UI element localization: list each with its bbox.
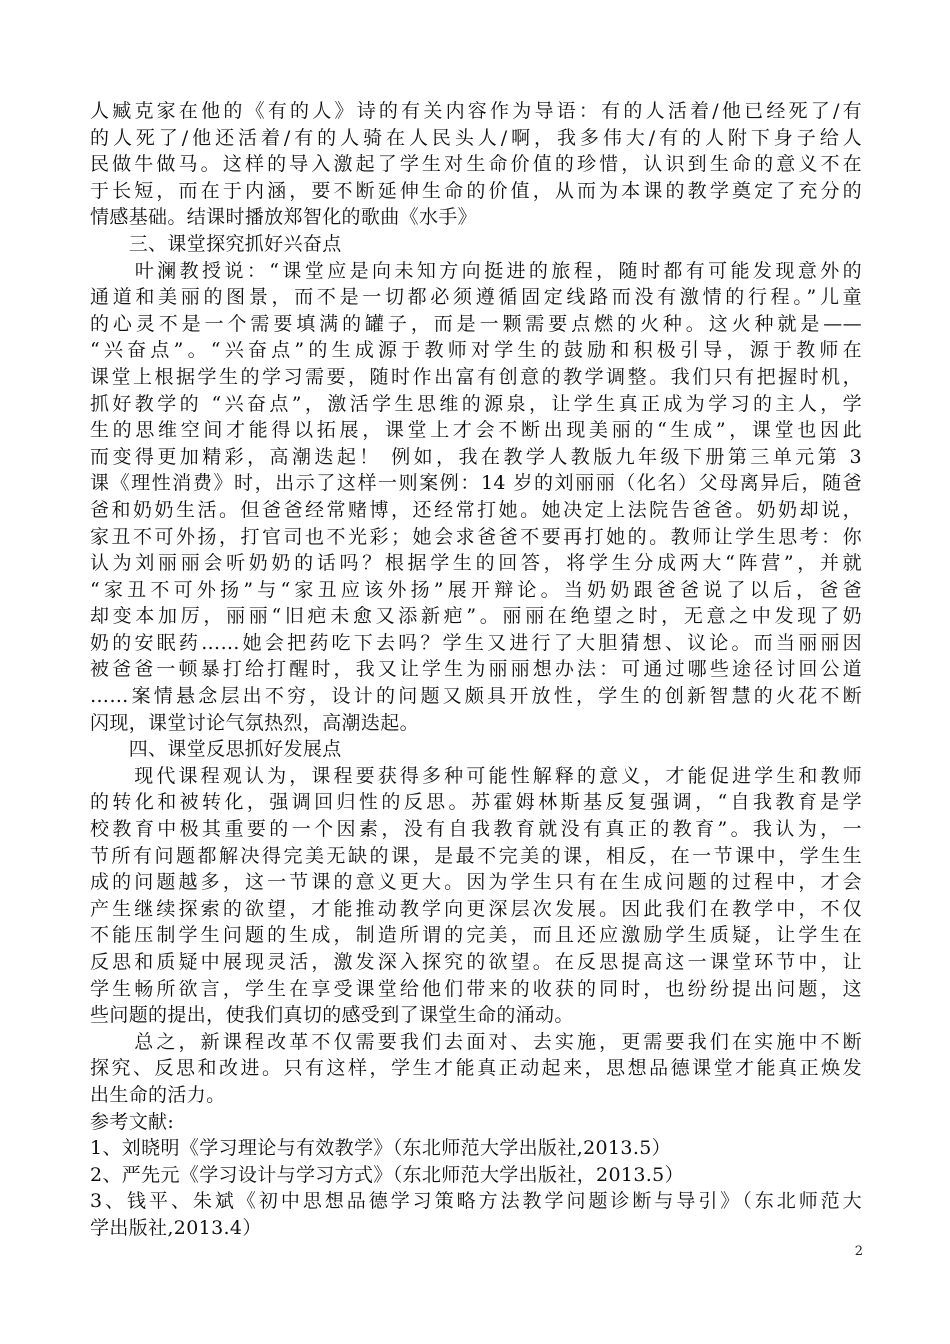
text-line: 出生命的活力。 bbox=[90, 1083, 226, 1106]
text-line: 学出版社,2013.4） bbox=[90, 1216, 262, 1239]
text-line: 成的问题越多，这一节课的意义更大。因为学生只有在生成问题的过程中，才会 bbox=[90, 871, 862, 894]
text-line: ……案情悬念层出不穷，设计的问题又颇具开放性，学生的创新智慧的火花不断 bbox=[90, 685, 862, 708]
text-line: 通道和美丽的图景，而不是一切都必须遵循固定线路而没有激情的行程。”儿童 bbox=[90, 286, 862, 309]
text-line: 2、严先元《学习设计与学习方式》（东北师范大学出版社，2013.5） bbox=[90, 1163, 684, 1186]
text-line: “兴奋点”。“兴奋点”的生成源于教师对学生的鼓励和积极引导，源于教师在 bbox=[90, 339, 862, 362]
text-line: 节所有问题都解决得完美无缺的课，是最不完美的课，相反，在一节课中，学生生 bbox=[90, 844, 862, 867]
text-line: 而变得更加精彩，高潮迭起！ 例如，我在教学人教版九年级下册第三单元第 3 bbox=[90, 445, 862, 468]
text-line: 爸和奶奶生活。但爸爸经常赌博，还经常打她。她决定上法院告爸爸。奶奶却说， bbox=[90, 498, 862, 521]
text-line: 课《理性消费》时，出示了这样一则案例：14 岁的刘丽丽（化名）父母离异后，随爸 bbox=[90, 472, 862, 495]
text-line: 奶的安眠药……她会把药吃下去吗？学生又进行了大胆猜想、议论。而当丽丽因 bbox=[90, 631, 862, 654]
text-line: 四、课堂反思抓好发展点 bbox=[90, 738, 342, 761]
text-line: 探究、反思和改进。只有这样，学生才能真正动起来，思想品德课堂才能真正焕发 bbox=[90, 1057, 862, 1080]
text-line: 学生畅所欲言，学生在享受课堂给他们带来的收获的同时，也纷纷提出问题，这 bbox=[90, 977, 862, 1000]
text-line: 校教育中极其重要的一个因素，没有自我教育就没有真正的教育”。我认为，一 bbox=[90, 818, 862, 841]
text-line: 总之，新课程改革不仅需要我们去面对、去实施，更需要我们在实施中不断 bbox=[90, 1030, 862, 1053]
text-line: “家丑不可外扬”与“家丑应该外扬”展开辩论。当奶奶跟爸爸说了以后，爸爸 bbox=[90, 578, 862, 601]
text-line: 情感基础。结课时播放郑智化的歌曲《水手》 bbox=[90, 206, 478, 229]
text-line: 人臧克家在他的《有的人》诗的有关内容作为导语：有的人活着/他已经死了/有 bbox=[90, 100, 862, 122]
text-line: 产生继续探索的欲望，才能推动教学向更深层次发展。因此我们在教学中，不仅 bbox=[90, 897, 862, 920]
text-line: 民做牛做马。这样的导入激起了学生对生命价值的珍惜，认识到生命的意义不在 bbox=[90, 153, 862, 176]
text-line: 的转化和被转化，强调回归性的反思。苏霍姆林斯基反复强调，“自我教育是学 bbox=[90, 791, 862, 814]
text-line: 被爸爸一顿暴打给打醒时，我又让学生为丽丽想办法：可通过哪些途径讨回公道 bbox=[90, 658, 862, 681]
text-line: 课堂上根据学生的学习需要，随时作出富有创意的教学调整。我们只有把握时机， bbox=[90, 365, 862, 388]
text-line: 参考文献: bbox=[90, 1110, 175, 1133]
text-line: 闪现，课堂讨论气氛热烈，高潮迭起。 bbox=[90, 711, 419, 734]
text-line: 现代课程观认为，课程要获得多种可能性解释的意义，才能促进学生和教师 bbox=[90, 764, 862, 787]
page-number: 2 bbox=[854, 1244, 863, 1259]
text-line: 反思和质疑中展现灵活，激发深入探究的欲望。在反思提高这一课堂环节中，让 bbox=[90, 951, 862, 973]
text-line: 生的思维空间才能得以拓展，课堂上才会不断出现美丽的“生成”，课堂也因此 bbox=[90, 419, 862, 442]
text-line: 于长短，而在于内涵，要不断延伸生命的价值，从而为本课的教学奠定了充分的 bbox=[90, 179, 862, 202]
text-line: 三、课堂探究抓好兴奋点 bbox=[90, 232, 342, 255]
text-line: 认为刘丽丽会听奶奶的话吗？根据学生的回答，将学生分成两大“阵营”，并就 bbox=[90, 552, 862, 575]
text-line: 叶澜教授说：“课堂应是向未知方向挺进的旅程，随时都有可能发现意外的 bbox=[90, 259, 862, 282]
text-line: 家丑不可外扬，打官司也不光彩；她会求爸爸不要再打她的。教师让学生思考：你 bbox=[90, 525, 862, 548]
text-line: 的心灵不是一个需要填满的罐子，而是一颗需要点燃的火种。这火种就是—— bbox=[90, 312, 862, 335]
text-line: 1、刘晓明《学习理论与有效教学》（东北师范大学出版社,2013.5） bbox=[90, 1137, 672, 1160]
text-line: 3、钱平、朱斌《初中思想品德学习策略方法教学问题诊断与导引》（东北师范大 bbox=[90, 1190, 862, 1213]
text-line: 的人死了/他还活着/有的人骑在人民头人/啊，我多伟大/有的人附下身子给人 bbox=[90, 126, 862, 149]
document-body bbox=[90, 98, 862, 1242]
text-line: 却变本加厉，丽丽“旧疤未愈又添新疤”。丽丽在绝望之时，无意之中发现了奶 bbox=[90, 605, 862, 628]
text-line: 抓好教学的 “兴奋点”，激活学生思维的源泉，让学生真正成为学习的主人，学 bbox=[90, 392, 862, 415]
text-line: 些问题的提出，使我们真切的感受到了课堂生命的涌动。 bbox=[90, 1004, 574, 1027]
text-line: 不能压制学生问题的生成，制造所谓的完美，而且还应激励学生质疑，让学生在 bbox=[90, 924, 862, 947]
